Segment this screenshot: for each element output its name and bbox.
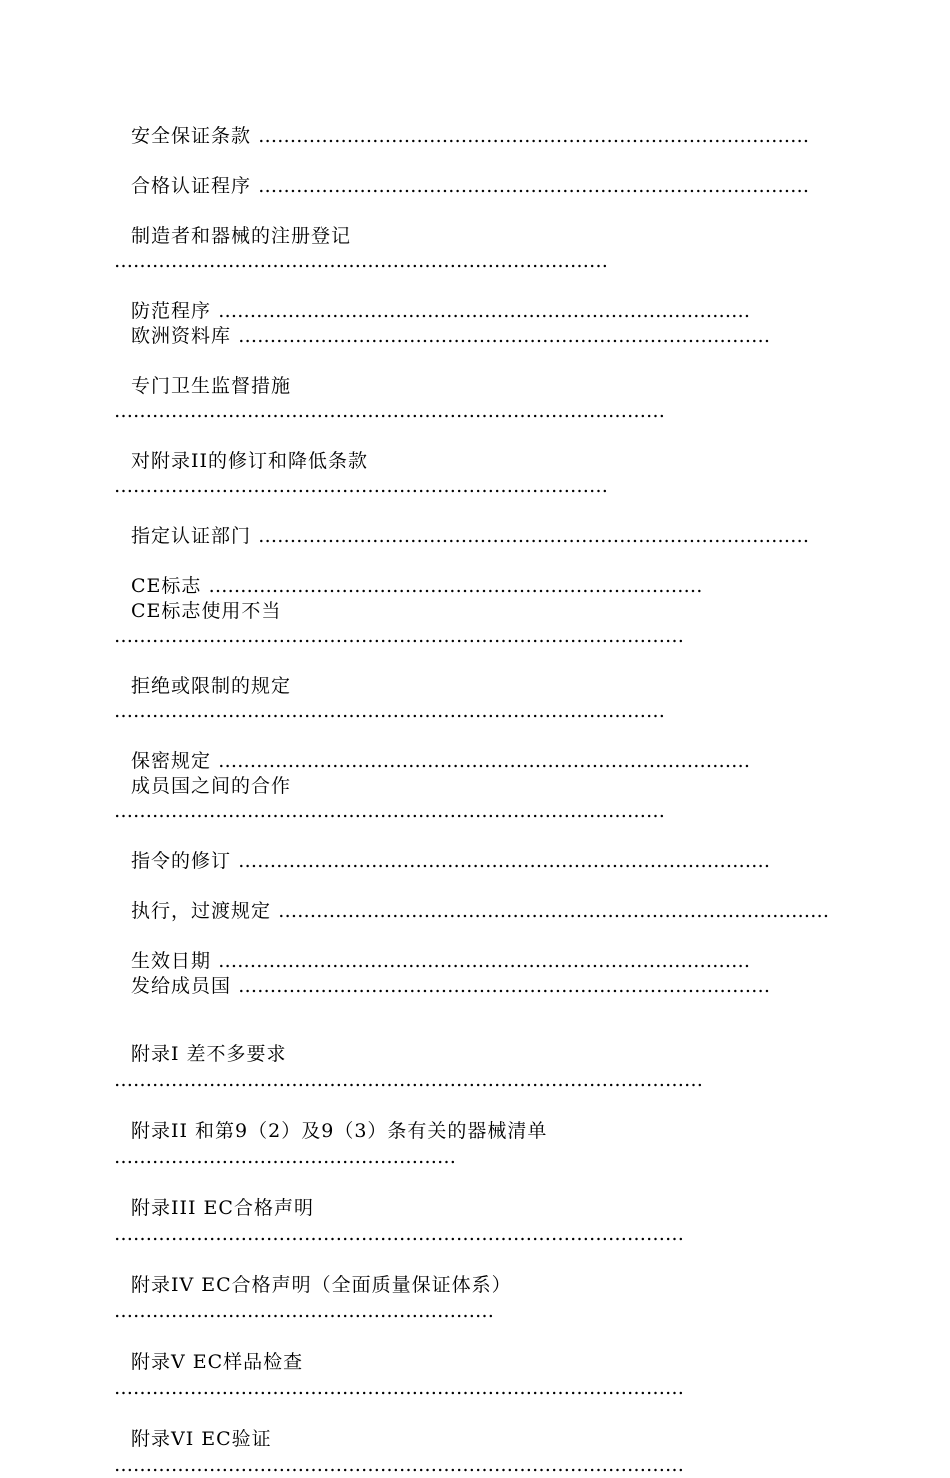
toc-entry-leader: ………………………………………………………………………………: [114, 1377, 684, 1399]
toc-entry-leader: ……………………………………………………………………………: [258, 525, 810, 547]
toc-entry-label: 发给成员国: [131, 975, 232, 997]
toc-entry: [114, 449, 830, 499]
toc-entry-leader: …………………………………………………………………………: [238, 975, 771, 997]
toc-entry-label: 防范程序: [131, 300, 212, 322]
toc-entry-label: 指定认证部门: [131, 525, 252, 547]
toc-entry-leader: ………………………………………………………………………………: [114, 625, 684, 647]
toc-annex-entry: [114, 1118, 830, 1170]
toc-entry-label: 附录V EC样品检查: [131, 1351, 304, 1373]
toc-entry-leader: ……………………………………………………………………………: [114, 700, 665, 722]
toc-entry: [114, 849, 830, 874]
toc-entry-label: CE标志使用不当: [131, 600, 282, 622]
toc-annex-entry: [114, 1041, 830, 1093]
toc-entry-label: 专门卫生监督措施: [131, 375, 292, 397]
toc-entry: [114, 324, 830, 349]
toc-annex-entry: [114, 1349, 830, 1401]
toc-entry-leader: ……………………………………………………………………: [114, 250, 608, 272]
toc-entry: [114, 974, 830, 999]
toc-entry-label: 拒绝或限制的规定: [131, 675, 292, 697]
toc-entry: [114, 299, 830, 324]
toc-entry-label: 附录II 和第9（2）及9（3）条有关的器械清单: [131, 1120, 548, 1142]
toc-entry-label: 安全保证条款: [131, 125, 252, 147]
toc-entry-label: 成员国之间的合作: [131, 775, 292, 797]
toc-entry: [114, 749, 830, 774]
toc-entry-leader: ……………………………………………………………………………: [114, 800, 665, 822]
toc-annex-entry: [114, 1426, 830, 1478]
toc-entry: [114, 574, 830, 599]
toc-entry-label: 指令的修订: [131, 850, 232, 872]
toc-entry-leader: …………………………………………………………………………: [238, 325, 771, 347]
toc-entry-label: CE标志: [131, 575, 202, 597]
toc-entry-leader: ……………………………………………………………………………: [114, 400, 665, 422]
toc-entry-leader: …………………………………………………………………………: [218, 750, 751, 772]
toc-entry-label: 生效日期: [131, 950, 212, 972]
toc-entry-label: 附录I 差不多要求: [131, 1043, 287, 1065]
toc-entry: [114, 124, 830, 149]
toc-annex-entry: [114, 1272, 830, 1324]
toc-entry: [114, 674, 830, 724]
toc-entry-label: 附录III EC合格声明: [131, 1197, 314, 1219]
toc-entry: [114, 174, 830, 199]
toc-annex-entry: [114, 1195, 830, 1247]
toc-entry-leader: …………………………………………………………………………: [218, 300, 751, 322]
toc-entry: [114, 949, 830, 974]
toc-entry-leader: ……………………………………………………: [114, 1300, 494, 1322]
toc-entry-leader: …………………………………………………………………………………: [114, 1069, 703, 1091]
toc-entry-leader: ……………………………………………………………………: [208, 575, 703, 597]
toc-entry-leader: ……………………………………………………………………………: [258, 125, 810, 147]
toc-entry: [114, 524, 830, 549]
toc-entry-label: 保密规定: [131, 750, 212, 772]
toc-entry: [114, 899, 830, 924]
table-of-contents: [114, 124, 830, 1478]
annex-list: [114, 1041, 830, 1478]
toc-entry: [114, 599, 830, 649]
toc-entry: [114, 374, 830, 424]
toc-entry-label: 对附录II的修订和降低条款: [131, 450, 369, 472]
toc-entry-label: 合格认证程序: [131, 175, 252, 197]
toc-entry-label: 附录IV EC合格声明（全面质量保证体系）: [131, 1274, 512, 1296]
toc-entry-leader: ………………………………………………: [114, 1146, 456, 1168]
toc-entry-label: 附录VI EC验证: [131, 1428, 272, 1450]
toc-entry: [114, 774, 830, 824]
toc-entry-label: 制造者和器械的注册登记: [131, 225, 352, 247]
toc-entry-leader: …………………………………………………………………………: [238, 850, 771, 872]
toc-entry: [114, 224, 830, 274]
toc-entry-label: 执行，过渡规定: [131, 900, 272, 922]
toc-entry-leader: …………………………………………………………………………: [218, 950, 751, 972]
toc-entry-label: 欧洲资料库: [131, 325, 232, 347]
toc-entry-leader: ………………………………………………………………………………: [114, 1223, 684, 1245]
toc-entry-leader: ………………………………………………………………………………: [114, 1454, 684, 1476]
toc-entry-leader: ……………………………………………………………………: [114, 475, 608, 497]
toc-entry-leader: ……………………………………………………………………………: [278, 900, 830, 922]
toc-entry-leader: ……………………………………………………………………………: [258, 175, 810, 197]
